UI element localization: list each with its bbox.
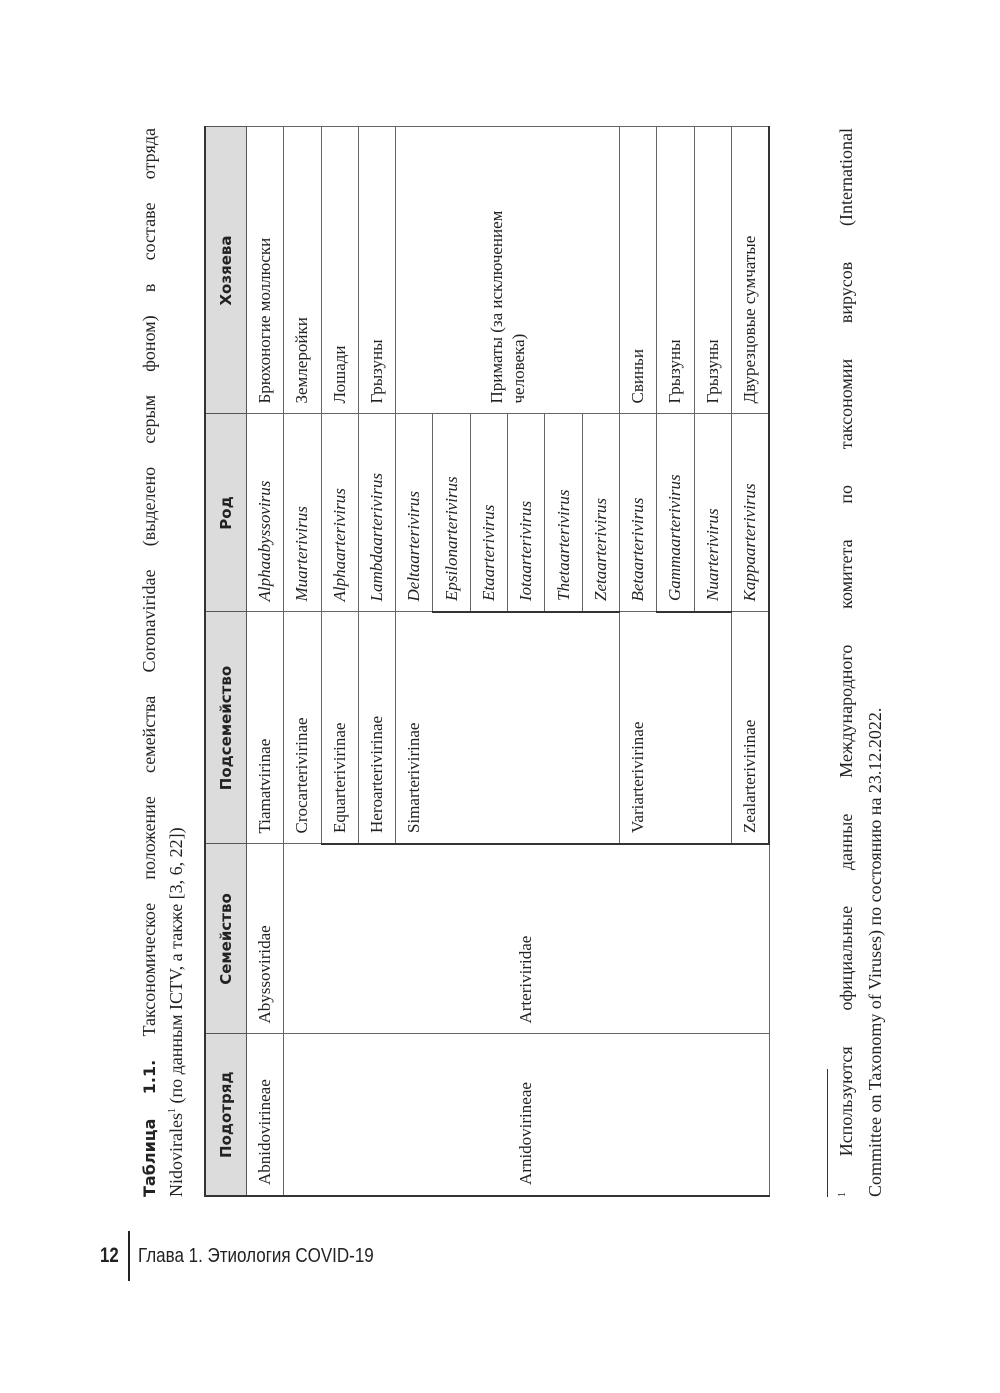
table-cell: Arteriviridae — [284, 844, 769, 1034]
table-cell: Epsilonarterivirus — [433, 414, 470, 612]
table-cell: Lambdaarterivirus — [358, 414, 395, 612]
running-head-divider — [128, 1231, 130, 1281]
column-header: Хозяева — [205, 127, 247, 414]
footnote-text-line2: Committee on Taxonomy of Viruses) по состоянию на 23.12.2022. — [865, 707, 885, 1197]
table-cell: Equarterivirinae — [321, 612, 358, 844]
chapter-title: Глава 1. Этиология COVID-19 — [138, 1244, 374, 1267]
rotated-page-content — [130, 128, 900, 1197]
table-cell: Брюхоногие моллюски — [247, 127, 284, 414]
table-cell: Свиньи — [619, 127, 656, 414]
column-header: Семейство — [205, 844, 247, 1034]
footnote-marker: 1 — [837, 1192, 848, 1197]
table-header-row — [205, 127, 247, 1196]
table-cell: Etaarterivirus — [470, 414, 507, 612]
table-row — [284, 127, 321, 1196]
table-cell: Arnidovirineae — [284, 1034, 769, 1196]
table-cell: Лошади — [321, 127, 358, 414]
table-cell: Приматы (за исключением человека) — [396, 127, 620, 414]
table-cell: Iotaarterivirus — [508, 414, 545, 612]
table-cell: Грызуны — [694, 127, 731, 414]
table-cell: Crocarterivirinae — [284, 612, 321, 844]
footnote-text-line1: Используются официальные данные Международного комитета по таксономии вирусов (International — [836, 128, 856, 1192]
table-cell: Muarterivirus — [284, 414, 321, 612]
table-cell: Deltaarterivirus — [396, 414, 433, 612]
table-cell: Zealarterivirinae — [731, 612, 769, 844]
table-cell: Simarterivirinae — [396, 612, 620, 844]
table-cell: Двурезцовые сумчатые — [731, 127, 769, 414]
footnote-reference: 1 — [167, 1108, 178, 1114]
column-header: Род — [205, 414, 247, 612]
table-row — [247, 127, 284, 1196]
caption-text-line1: Таксономическое положение семейства Coronaviridae (выделено серым фоном) в составе отряда — [139, 127, 159, 1060]
table-cell: Kappaarterivirus — [731, 414, 769, 612]
table-cell: Variarterivirinae — [619, 612, 731, 844]
column-header: Подотряд — [205, 1034, 247, 1196]
page-number: 12 — [100, 1244, 119, 1267]
column-header: Подсемейство — [205, 612, 247, 844]
caption-label: Таблица 1.1. — [140, 1059, 159, 1197]
footnote-divider — [827, 1069, 828, 1197]
table-cell: Nuarterivirus — [694, 414, 731, 612]
table-caption — [136, 128, 190, 1197]
taxonomy-table — [204, 127, 770, 1198]
table-cell: Alphaabyssovirus — [247, 414, 284, 612]
table-cell: Thetaarterivirus — [545, 414, 582, 612]
table-cell: Землеройки — [284, 127, 321, 414]
table-cell: Gammaarterivirus — [657, 414, 694, 612]
table-cell: Грызуны — [657, 127, 694, 414]
table-cell: Abnidovirineae — [247, 1034, 284, 1196]
footnote — [832, 128, 890, 1197]
table-cell: Zetaarterivirus — [582, 414, 619, 612]
table-cell: Tiamatvirinae — [247, 612, 284, 844]
caption-order-name: Nidovirales — [166, 1113, 186, 1197]
table-cell: Betaarterivirus — [619, 414, 656, 612]
table-cell: Heroarterivirinae — [358, 612, 395, 844]
table-cell: Abyssoviridae — [247, 844, 284, 1034]
caption-text-line2: (по данным ICTV, а также [3, 6, 22]) — [166, 827, 186, 1109]
running-head — [100, 1236, 415, 1276]
table-cell: Грызуны — [358, 127, 395, 414]
table-cell: Alphaarterivirus — [321, 414, 358, 612]
